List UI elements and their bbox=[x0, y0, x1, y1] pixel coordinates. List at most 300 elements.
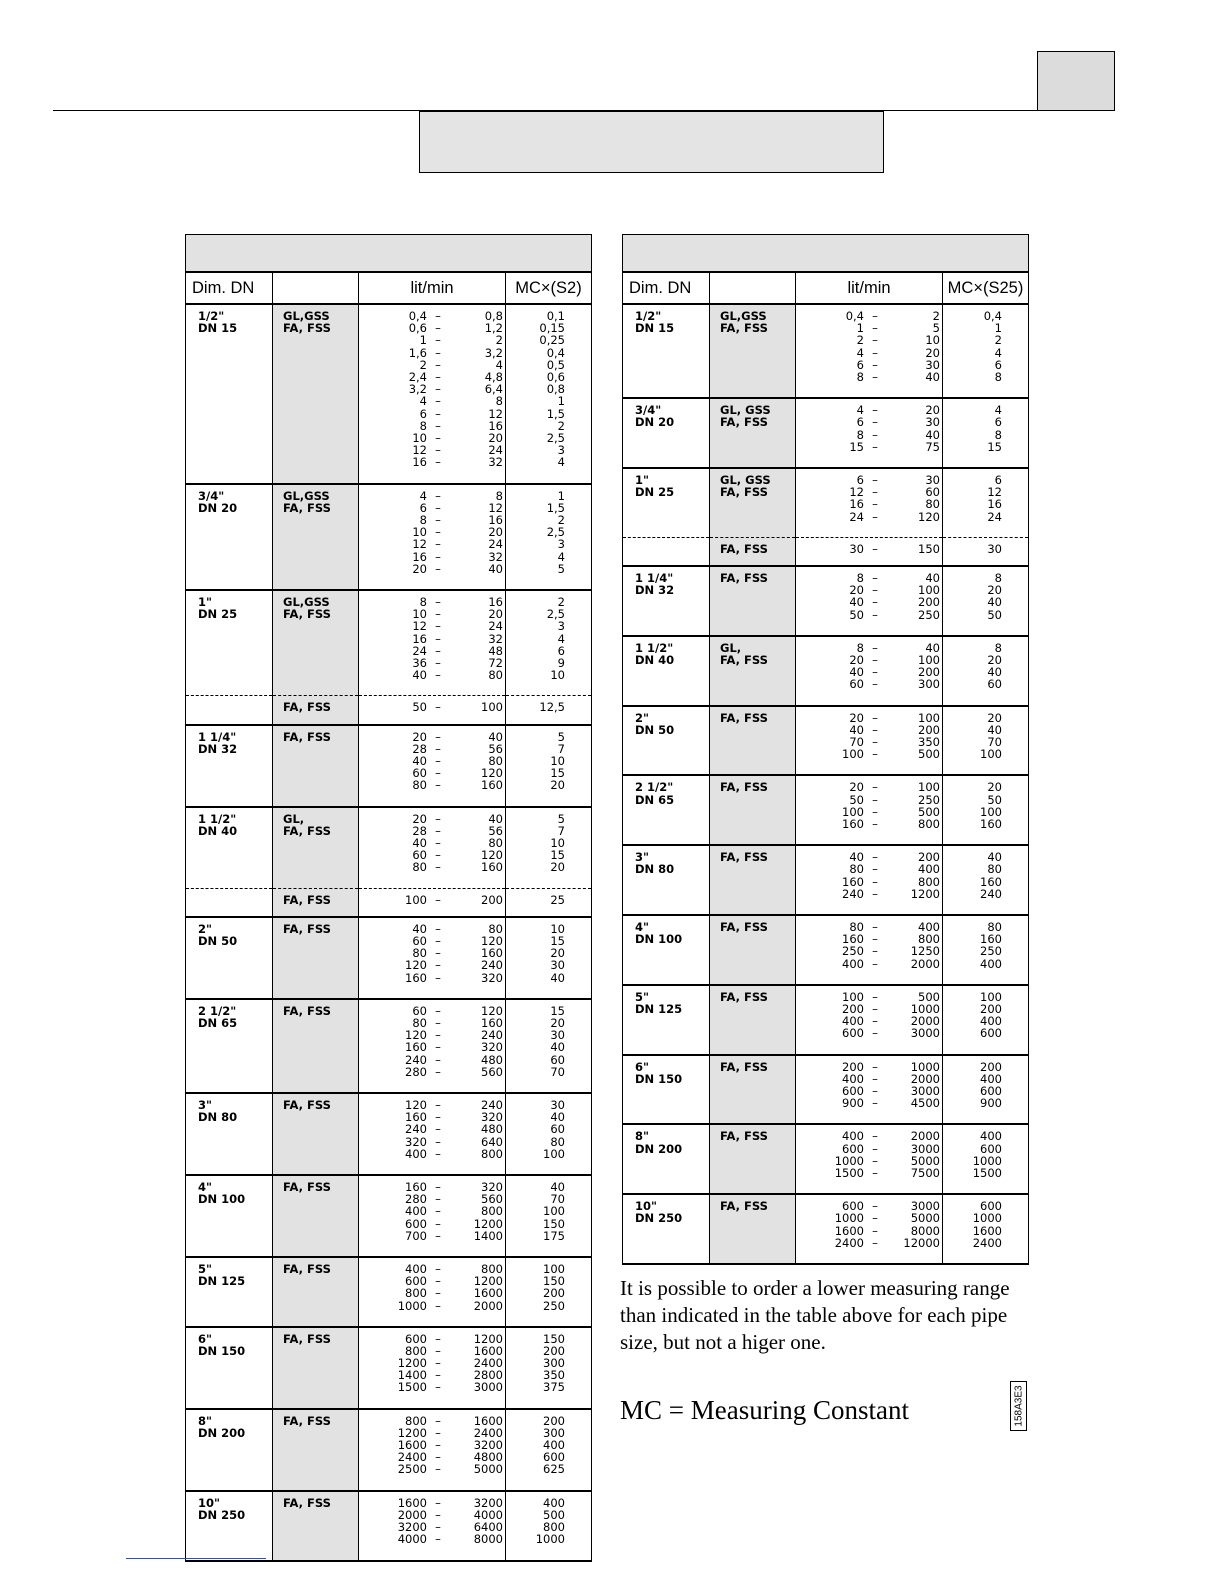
mc-value: 100 bbox=[980, 804, 1002, 819]
flow-max: 5 bbox=[932, 321, 940, 336]
flow-range-cell bbox=[359, 999, 506, 1093]
flow-max: 75 bbox=[925, 439, 940, 454]
flow-max: 2000 bbox=[910, 1129, 940, 1144]
mc-value: 70 bbox=[987, 734, 1002, 749]
flow-min: 10 bbox=[412, 607, 427, 622]
flow-range bbox=[796, 794, 942, 806]
flow-max: 3000 bbox=[910, 1083, 940, 1098]
flow-max: 320 bbox=[481, 1179, 503, 1194]
flow-max: 500 bbox=[918, 989, 940, 1004]
flow-max: 1250 bbox=[910, 944, 940, 959]
mc-value: 1600 bbox=[972, 1223, 1002, 1238]
flow-max: 120 bbox=[481, 933, 503, 948]
flow-max: 120 bbox=[481, 766, 503, 781]
range-dash: – bbox=[435, 700, 441, 715]
range-dash: – bbox=[435, 1052, 441, 1067]
range-dash: – bbox=[435, 848, 441, 863]
dim-cell: 8" DN 200 bbox=[186, 1409, 273, 1491]
mc-cell bbox=[943, 1055, 1029, 1125]
mc-value: 8 bbox=[994, 640, 1002, 655]
flow-min: 2,4 bbox=[408, 369, 427, 384]
mc-value: 2400 bbox=[972, 1235, 1002, 1250]
flow-range-cell bbox=[359, 1093, 506, 1175]
range-dash: – bbox=[872, 403, 878, 418]
range-dash: – bbox=[872, 747, 878, 762]
flow-min: 100 bbox=[842, 747, 864, 762]
mc-value: 30 bbox=[987, 541, 1002, 556]
mc-value: 1000 bbox=[972, 1153, 1002, 1168]
flow-range bbox=[359, 1463, 505, 1475]
flow-min: 28 bbox=[412, 823, 427, 838]
range-dash: – bbox=[872, 886, 878, 901]
flow-range bbox=[796, 945, 942, 957]
flow-max: 2800 bbox=[473, 1368, 503, 1383]
flow-max: 12000 bbox=[903, 1235, 940, 1250]
flow-max: 800 bbox=[481, 1204, 503, 1219]
range-dash: – bbox=[435, 1425, 441, 1440]
range-dash: – bbox=[872, 1059, 878, 1074]
flow-range bbox=[359, 1533, 505, 1545]
flow-min: 20 bbox=[849, 710, 864, 725]
flow-min: 16 bbox=[412, 631, 427, 646]
mc-value: 400 bbox=[543, 1438, 565, 1453]
mc-value: 15 bbox=[550, 1003, 565, 1018]
flow-min: 80 bbox=[412, 778, 427, 793]
material-cell: FA, FSS bbox=[710, 566, 796, 636]
header-material bbox=[710, 272, 796, 304]
range-dash: – bbox=[435, 1064, 441, 1079]
range-dash: – bbox=[872, 1211, 878, 1226]
flow-range bbox=[359, 959, 505, 971]
flow-range bbox=[359, 538, 505, 550]
material-cell: GL,GSS FA, FSS bbox=[273, 304, 359, 484]
dim-cell: 3/4" DN 20 bbox=[623, 398, 710, 468]
mc-value: 40 bbox=[987, 665, 1002, 680]
size-group-row bbox=[186, 696, 592, 725]
mc-value: 2,5 bbox=[546, 607, 565, 622]
flow-range bbox=[359, 334, 505, 346]
range-dash: – bbox=[435, 1356, 441, 1371]
mc-value: 160 bbox=[980, 816, 1002, 831]
flow-range bbox=[359, 514, 505, 526]
mc-value: 20 bbox=[550, 778, 565, 793]
mc-value: 6 bbox=[994, 357, 1002, 372]
flow-range bbox=[796, 958, 942, 970]
flow-min: 400 bbox=[842, 1129, 864, 1144]
flow-max: 200 bbox=[918, 595, 940, 610]
mc-value: 40 bbox=[550, 1179, 565, 1194]
mc-cell bbox=[943, 1194, 1029, 1264]
flow-min: 6 bbox=[856, 415, 864, 430]
material-cell: FA, FSS bbox=[710, 845, 796, 915]
flow-min: 1 bbox=[856, 321, 864, 336]
range-dash: – bbox=[435, 1028, 441, 1043]
flow-range bbox=[359, 1381, 505, 1393]
range-dash: – bbox=[435, 455, 441, 470]
range-dash: – bbox=[872, 333, 878, 348]
range-dash: – bbox=[872, 541, 878, 556]
range-dash: – bbox=[872, 932, 878, 947]
flow-min: 320 bbox=[405, 1134, 427, 1149]
material-cell: FA, FSS bbox=[710, 775, 796, 845]
mc-cell bbox=[943, 636, 1029, 706]
flow-max: 80 bbox=[488, 668, 503, 683]
flow-max: 100 bbox=[481, 700, 503, 715]
flow-min: 80 bbox=[849, 919, 864, 934]
range-dash: – bbox=[872, 595, 878, 610]
mc-value: 5 bbox=[557, 561, 565, 576]
mc-value: 3 bbox=[557, 619, 565, 634]
range-dash: – bbox=[872, 345, 878, 360]
dim-cell bbox=[186, 696, 273, 725]
mc-value: 1 bbox=[994, 321, 1002, 336]
material-cell: GL, GSS FA, FSS bbox=[710, 468, 796, 537]
dim-cell: 8" DN 200 bbox=[623, 1124, 710, 1194]
range-dash: – bbox=[435, 1331, 441, 1346]
range-dash: – bbox=[435, 1228, 441, 1243]
range-dash: – bbox=[872, 607, 878, 622]
range-dash: – bbox=[435, 309, 441, 323]
flow-min: 8 bbox=[856, 570, 864, 585]
range-dash: – bbox=[435, 357, 441, 372]
range-dash: – bbox=[435, 537, 441, 552]
size-group-row bbox=[186, 917, 592, 999]
range-dash: – bbox=[435, 1438, 441, 1453]
mc-value: 20 bbox=[550, 1015, 565, 1030]
material-cell: FA, FSS bbox=[273, 1175, 359, 1257]
flow-max: 3,2 bbox=[484, 345, 503, 360]
mc-value: 300 bbox=[543, 1356, 565, 1371]
flow-min: 15 bbox=[849, 439, 864, 454]
range-dash: – bbox=[435, 1040, 441, 1055]
dim-cell: 4" DN 100 bbox=[623, 915, 710, 985]
flow-max: 1600 bbox=[473, 1343, 503, 1358]
flow-max: 8000 bbox=[473, 1532, 503, 1547]
flow-range-cell bbox=[796, 566, 943, 636]
mc-value: 100 bbox=[543, 1204, 565, 1219]
flow-range bbox=[359, 620, 505, 632]
range-dash: – bbox=[872, 309, 878, 323]
range-dash: – bbox=[872, 677, 878, 692]
flow-range bbox=[359, 813, 505, 825]
range-dash: – bbox=[435, 1261, 441, 1276]
flow-max: 2000 bbox=[910, 1014, 940, 1029]
flow-range bbox=[796, 404, 942, 416]
flow-range bbox=[359, 1041, 505, 1053]
range-dash: – bbox=[872, 1199, 878, 1214]
flow-min: 1500 bbox=[397, 1380, 427, 1395]
mc-value: 3 bbox=[557, 443, 565, 458]
mc-cell bbox=[506, 304, 592, 484]
flow-range-cell bbox=[359, 917, 506, 999]
mc-value: 15 bbox=[550, 766, 565, 781]
mc-cell bbox=[506, 1093, 592, 1175]
range-dash: – bbox=[435, 753, 441, 768]
mc-value: 5 bbox=[557, 811, 565, 826]
flow-max: 160 bbox=[481, 1015, 503, 1030]
range-dash: – bbox=[435, 418, 441, 433]
flow-max: 7500 bbox=[910, 1165, 940, 1180]
flow-range bbox=[796, 322, 942, 334]
flow-min: 400 bbox=[842, 956, 864, 971]
mc-value: 250 bbox=[543, 1298, 565, 1313]
flow-max: 800 bbox=[918, 874, 940, 889]
flow-max: 3200 bbox=[473, 1438, 503, 1453]
flow-max: 5000 bbox=[910, 1211, 940, 1226]
range-dash: – bbox=[435, 835, 441, 850]
flow-range bbox=[796, 781, 942, 793]
flow-max: 350 bbox=[918, 734, 940, 749]
flow-range bbox=[796, 748, 942, 760]
dim-cell: 1" DN 25 bbox=[186, 590, 273, 696]
flow-min: 1200 bbox=[397, 1356, 427, 1371]
flow-min: 8 bbox=[419, 418, 427, 433]
flow-range bbox=[359, 502, 505, 514]
dim-cell: 3/4" DN 20 bbox=[186, 484, 273, 590]
table-title-band bbox=[623, 235, 1029, 273]
flow-max: 40 bbox=[925, 640, 940, 655]
mc-value: 350 bbox=[543, 1368, 565, 1383]
material-cell: FA, FSS bbox=[273, 917, 359, 999]
title-box bbox=[419, 111, 884, 173]
mc-cell bbox=[506, 807, 592, 889]
flow-max: 1,2 bbox=[484, 321, 503, 336]
range-dash: – bbox=[872, 1235, 878, 1250]
flow-max: 320 bbox=[481, 1110, 503, 1125]
flow-max: 3000 bbox=[910, 1141, 940, 1156]
mc-value: 4 bbox=[994, 403, 1002, 418]
flow-min: 400 bbox=[405, 1204, 427, 1219]
mc-cell bbox=[506, 917, 592, 999]
flow-max: 1000 bbox=[910, 1059, 940, 1074]
material-cell: FA, FSS bbox=[710, 1055, 796, 1125]
flow-max: 560 bbox=[481, 1064, 503, 1079]
header-flow: lit/min bbox=[796, 272, 943, 304]
flow-min: 40 bbox=[412, 668, 427, 683]
flow-min: 600 bbox=[842, 1026, 864, 1041]
flow-range-cell bbox=[359, 1327, 506, 1409]
flow-max: 40 bbox=[925, 427, 940, 442]
mc-value: 60 bbox=[987, 677, 1002, 692]
mc-value: 2 bbox=[994, 333, 1002, 348]
material-cell: FA, FSS bbox=[273, 1327, 359, 1409]
range-dash: – bbox=[872, 816, 878, 831]
flow-min: 6 bbox=[856, 357, 864, 372]
range-dash: – bbox=[435, 394, 441, 409]
dim-cell: 5" DN 125 bbox=[186, 1257, 273, 1327]
range-dash: – bbox=[435, 1380, 441, 1395]
mc-value: 2 bbox=[557, 594, 565, 609]
flow-min: 24 bbox=[412, 643, 427, 658]
flow-range bbox=[359, 731, 505, 743]
flow-range bbox=[796, 1167, 942, 1179]
size-group-row bbox=[623, 468, 1029, 537]
flow-range bbox=[796, 347, 942, 359]
flow-max: 250 bbox=[918, 607, 940, 622]
flow-range bbox=[796, 863, 942, 875]
flow-min: 16 bbox=[412, 455, 427, 470]
flow-max: 3200 bbox=[473, 1495, 503, 1510]
range-dash: – bbox=[872, 1026, 878, 1041]
range-dash: – bbox=[872, 1083, 878, 1098]
range-dash: – bbox=[435, 1134, 441, 1149]
material-cell: FA, FSS bbox=[273, 696, 359, 725]
dim-cell: 10" DN 250 bbox=[623, 1194, 710, 1264]
range-dash: – bbox=[872, 989, 878, 1004]
mc-value: 2,5 bbox=[546, 525, 565, 540]
flow-range bbox=[796, 334, 942, 346]
flow-min: 120 bbox=[405, 958, 427, 973]
range-dash: – bbox=[435, 933, 441, 948]
range-dash: – bbox=[435, 488, 441, 503]
range-dash: – bbox=[435, 668, 441, 683]
range-dash: – bbox=[872, 1014, 878, 1029]
range-dash: – bbox=[435, 345, 441, 360]
flow-range-cell bbox=[359, 1257, 506, 1327]
mc-value: 20 bbox=[550, 860, 565, 875]
material-cell: FA, FSS bbox=[273, 1409, 359, 1491]
flow-range bbox=[796, 1237, 942, 1249]
mc-cell bbox=[943, 468, 1029, 537]
material-cell: GL,GSS FA, FSS bbox=[273, 484, 359, 590]
flow-min: 800 bbox=[405, 1413, 427, 1428]
mc-value: 80 bbox=[550, 1134, 565, 1149]
mc-value: 10 bbox=[550, 753, 565, 768]
flow-min: 3200 bbox=[397, 1520, 427, 1535]
mc-value: 0,25 bbox=[539, 333, 565, 348]
flow-min: 20 bbox=[412, 729, 427, 744]
mc-value: 400 bbox=[980, 1014, 1002, 1029]
range-dash: – bbox=[872, 415, 878, 430]
flow-min: 4 bbox=[856, 345, 864, 360]
material-cell: FA, FSS bbox=[710, 985, 796, 1055]
flow-range bbox=[359, 596, 505, 608]
flow-range bbox=[796, 359, 942, 371]
range-dash: – bbox=[435, 1003, 441, 1018]
flow-max: 80 bbox=[488, 753, 503, 768]
flow-max: 48 bbox=[488, 643, 503, 658]
flow-min: 6 bbox=[856, 472, 864, 487]
flow-min: 10 bbox=[412, 525, 427, 540]
flow-max: 1600 bbox=[473, 1413, 503, 1428]
flow-min: 600 bbox=[842, 1141, 864, 1156]
flow-range bbox=[359, 456, 505, 468]
mc-value: 150 bbox=[543, 1216, 565, 1231]
flow-max: 100 bbox=[918, 780, 940, 795]
mc-value: 1000 bbox=[972, 1211, 1002, 1226]
range-dash: – bbox=[435, 382, 441, 397]
flow-max: 20 bbox=[925, 345, 940, 360]
mc-cell bbox=[506, 725, 592, 807]
size-group-row bbox=[186, 1093, 592, 1175]
mc-cell bbox=[506, 1491, 592, 1561]
flow-max: 24 bbox=[488, 537, 503, 552]
flow-range bbox=[796, 712, 942, 724]
flow-range bbox=[359, 701, 505, 713]
range-dash: – bbox=[872, 710, 878, 725]
range-dash: – bbox=[872, 850, 878, 865]
flow-min: 16 bbox=[412, 549, 427, 564]
range-dash: – bbox=[872, 804, 878, 819]
flow-min: 600 bbox=[405, 1216, 427, 1231]
mc-value: 500 bbox=[543, 1507, 565, 1522]
mc-value: 15 bbox=[987, 439, 1002, 454]
flow-range bbox=[796, 1027, 942, 1039]
mc-value: 200 bbox=[980, 1001, 1002, 1016]
dim-cell: 4" DN 100 bbox=[186, 1175, 273, 1257]
flow-min: 2400 bbox=[397, 1450, 427, 1465]
flow-max: 30 bbox=[925, 357, 940, 372]
dim-cell: 3" DN 80 bbox=[186, 1093, 273, 1175]
flow-max: 4800 bbox=[473, 1450, 503, 1465]
flow-max: 200 bbox=[918, 722, 940, 737]
flow-min: 40 bbox=[849, 850, 864, 865]
flow-range bbox=[359, 1287, 505, 1299]
flow-max: 20 bbox=[488, 525, 503, 540]
flow-max: 0,8 bbox=[484, 309, 503, 323]
mc-value: 40 bbox=[987, 722, 1002, 737]
flow-range bbox=[359, 1123, 505, 1135]
mc-value: 200 bbox=[543, 1286, 565, 1301]
range-dash: – bbox=[872, 919, 878, 934]
mc-value: 800 bbox=[543, 1520, 565, 1535]
flow-max: 250 bbox=[918, 792, 940, 807]
range-dash: – bbox=[872, 862, 878, 877]
flow-max: 1200 bbox=[473, 1274, 503, 1289]
mc-value: 6 bbox=[994, 472, 1002, 487]
flow-min: 1600 bbox=[834, 1223, 864, 1238]
mc-value: 2 bbox=[557, 512, 565, 527]
mc-value: 8 bbox=[994, 369, 1002, 384]
flow-min: 160 bbox=[842, 932, 864, 947]
size-group-row bbox=[623, 915, 1029, 985]
size-group-row bbox=[186, 1175, 592, 1257]
mc-value: 10 bbox=[550, 835, 565, 850]
flow-max: 56 bbox=[488, 741, 503, 756]
dim-cell: 2 1/2" DN 65 bbox=[186, 999, 273, 1093]
mc-value: 150 bbox=[543, 1274, 565, 1289]
flow-max: 40 bbox=[488, 561, 503, 576]
flow-max: 320 bbox=[481, 970, 503, 985]
mc-value: 4 bbox=[557, 631, 565, 646]
range-dash: – bbox=[435, 525, 441, 540]
flow-range-cell bbox=[796, 1124, 943, 1194]
flow-min: 120 bbox=[405, 1028, 427, 1043]
flow-range bbox=[359, 1230, 505, 1242]
flow-max: 40 bbox=[925, 369, 940, 384]
flow-range bbox=[796, 416, 942, 428]
range-dash: – bbox=[872, 485, 878, 500]
mc-value: 30 bbox=[550, 1028, 565, 1043]
flow-max: 240 bbox=[481, 1097, 503, 1112]
flow-max: 2000 bbox=[910, 1071, 940, 1086]
flow-min: 50 bbox=[849, 792, 864, 807]
flow-min: 600 bbox=[842, 1199, 864, 1214]
page-tab-box bbox=[1037, 51, 1115, 111]
size-group-row bbox=[186, 725, 592, 807]
dim-cell: 1/2" DN 15 bbox=[186, 304, 273, 484]
range-dash: – bbox=[872, 497, 878, 512]
mc-value: 160 bbox=[980, 932, 1002, 947]
flow-min: 12 bbox=[849, 485, 864, 500]
flow-range bbox=[359, 1136, 505, 1148]
size-group-row bbox=[623, 775, 1029, 845]
range-dash: – bbox=[435, 766, 441, 781]
flow-min: 160 bbox=[405, 1179, 427, 1194]
flow-range bbox=[359, 395, 505, 407]
mc-value: 1500 bbox=[972, 1165, 1002, 1180]
flow-max: 4000 bbox=[473, 1507, 503, 1522]
